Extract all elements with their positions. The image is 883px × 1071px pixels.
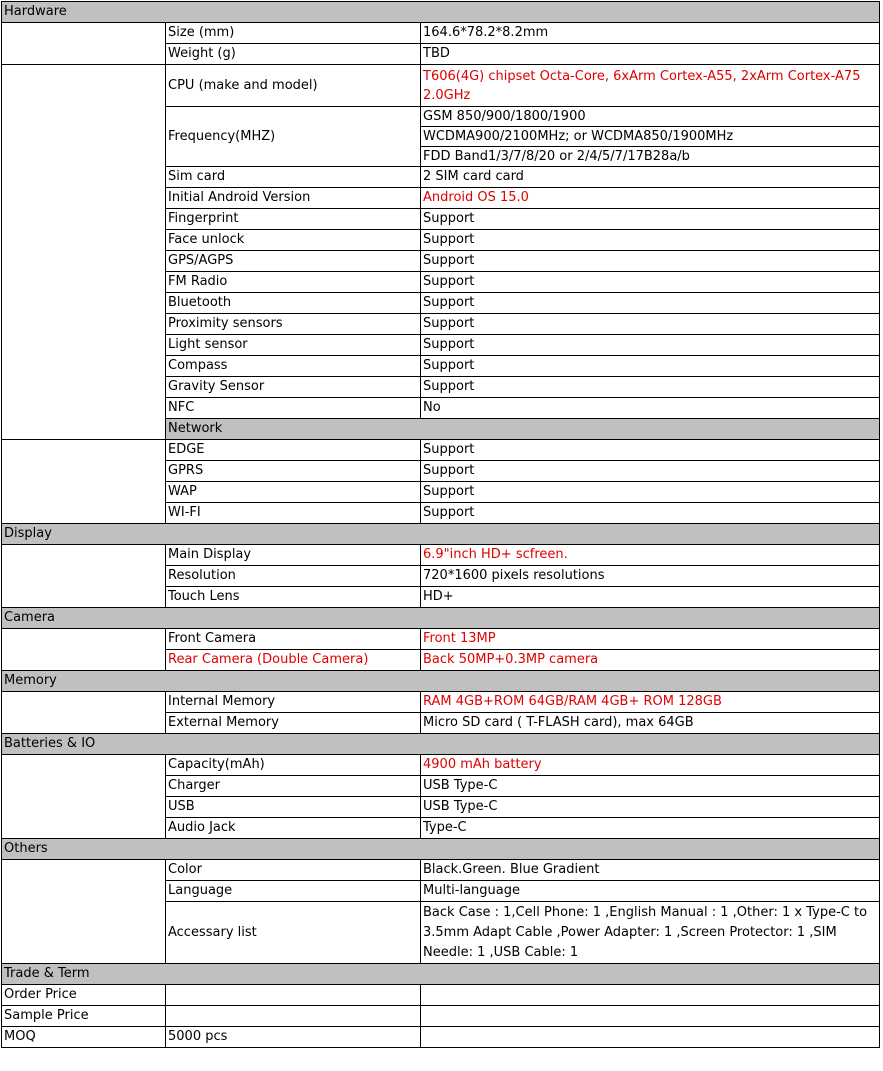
trade-row-sample-price bbox=[2, 1006, 880, 1027]
spec-value: T606(4G) chipset Octa-Core, 6xArm Cortex-A55, 2xArm Cortex-A75 2.0GHz bbox=[421, 65, 880, 107]
section-title: Trade & Term bbox=[2, 964, 880, 985]
section-title: Display bbox=[2, 524, 880, 545]
category-cell bbox=[2, 440, 166, 524]
spec-label: Fingerprint bbox=[166, 209, 421, 230]
trade-label: Sample Price bbox=[2, 1006, 166, 1027]
spec-value: Support bbox=[421, 356, 880, 377]
category-cell bbox=[2, 545, 166, 608]
trade-extra bbox=[421, 1027, 880, 1048]
spec-row-size bbox=[2, 23, 880, 44]
trade-row-order-price bbox=[2, 985, 880, 1006]
spec-row-edge bbox=[2, 440, 880, 461]
spec-label: Charger bbox=[166, 776, 421, 797]
spec-value: HD+ bbox=[421, 587, 880, 608]
spec-value: Multi-language bbox=[421, 881, 880, 902]
spec-label: Touch Lens bbox=[166, 587, 421, 608]
spec-value: Support bbox=[421, 461, 880, 482]
spec-sheet-table bbox=[1, 1, 880, 1048]
spec-value: 720*1600 pixels resolutions bbox=[421, 566, 880, 587]
spec-label: Resolution bbox=[166, 566, 421, 587]
section-title: Others bbox=[2, 839, 880, 860]
spec-value: 2 SIM card card bbox=[421, 167, 880, 188]
trade-extra bbox=[421, 1006, 880, 1027]
spec-value: Back Case : 1,Cell Phone: 1 ,English Manual : 1 ,Other: 1 x Type-C to 3.5mm Adapt Cable ,Power Adapter: 1 ,Screen Protector: 1 ,SIM Needle: 1 ,USB Cable: 1 bbox=[421, 902, 880, 964]
category-cell bbox=[2, 65, 166, 440]
category-cell bbox=[2, 629, 166, 671]
spec-value: GSM 850/900/1800/1900 bbox=[421, 107, 880, 127]
spec-label: Compass bbox=[166, 356, 421, 377]
spec-value: TBD bbox=[421, 44, 880, 65]
spec-value: Back 50MP+0.3MP camera bbox=[421, 650, 880, 671]
spec-value: Support bbox=[421, 335, 880, 356]
spec-value: Front 13MP bbox=[421, 629, 880, 650]
trade-value bbox=[166, 1006, 421, 1027]
spec-label: Face unlock bbox=[166, 230, 421, 251]
spec-label: FM Radio bbox=[166, 272, 421, 293]
spec-label: Front Camera bbox=[166, 629, 421, 650]
spec-label: Audio Jack bbox=[166, 818, 421, 839]
spec-value: Support bbox=[421, 251, 880, 272]
spec-label: Internal Memory bbox=[166, 692, 421, 713]
spec-value: Support bbox=[421, 503, 880, 524]
spec-value: RAM 4GB+ROM 64GB/RAM 4GB+ ROM 128GB bbox=[421, 692, 880, 713]
spec-row-front-camera bbox=[2, 629, 880, 650]
spec-value: Type-C bbox=[421, 818, 880, 839]
spec-label: Language bbox=[166, 881, 421, 902]
spec-label: GPRS bbox=[166, 461, 421, 482]
spec-label: Capacity(mAh) bbox=[166, 755, 421, 776]
spec-label: WI-FI bbox=[166, 503, 421, 524]
trade-label: Order Price bbox=[2, 985, 166, 1006]
spec-row-color bbox=[2, 860, 880, 881]
spec-label: USB bbox=[166, 797, 421, 818]
spec-value: No bbox=[421, 398, 880, 419]
spec-value: WCDMA900/2100MHz; or WCDMA850/1900MHz bbox=[421, 127, 880, 147]
spec-value: Android OS 15.0 bbox=[421, 188, 880, 209]
spec-value: Micro SD card ( T-FLASH card), max 64GB bbox=[421, 713, 880, 734]
spec-label: Accessary list bbox=[166, 902, 421, 964]
spec-value: USB Type-C bbox=[421, 797, 880, 818]
spec-value: Support bbox=[421, 272, 880, 293]
section-others bbox=[2, 839, 880, 860]
trade-extra bbox=[421, 985, 880, 1006]
spec-label: Light sensor bbox=[166, 335, 421, 356]
section-title: Network bbox=[166, 419, 880, 440]
spec-value: Support bbox=[421, 377, 880, 398]
category-cell bbox=[2, 692, 166, 734]
spec-label: Main Display bbox=[166, 545, 421, 566]
spec-label: EDGE bbox=[166, 440, 421, 461]
section-camera bbox=[2, 608, 880, 629]
spec-label: Weight (g) bbox=[166, 44, 421, 65]
section-hardware bbox=[2, 2, 880, 23]
section-display bbox=[2, 524, 880, 545]
spec-label: Gravity Sensor bbox=[166, 377, 421, 398]
spec-value: Support bbox=[421, 230, 880, 251]
trade-label: MOQ bbox=[2, 1027, 166, 1048]
spec-label: Bluetooth bbox=[166, 293, 421, 314]
spec-label: Color bbox=[166, 860, 421, 881]
spec-label: Proximity sensors bbox=[166, 314, 421, 335]
spec-value: 4900 mAh battery bbox=[421, 755, 880, 776]
spec-value: Support bbox=[421, 440, 880, 461]
section-trade bbox=[2, 964, 880, 985]
spec-row-main-display bbox=[2, 545, 880, 566]
spec-value: 164.6*78.2*8.2mm bbox=[421, 23, 880, 44]
trade-value: 5000 pcs bbox=[166, 1027, 421, 1048]
trade-row-moq bbox=[2, 1027, 880, 1048]
category-cell bbox=[2, 23, 166, 65]
spec-label: WAP bbox=[166, 482, 421, 503]
spec-label: Initial Android Version bbox=[166, 188, 421, 209]
spec-label: CPU (make and model) bbox=[166, 65, 421, 107]
spec-label: Frequency(MHZ) bbox=[166, 107, 421, 167]
spec-value: Support bbox=[421, 209, 880, 230]
spec-value: FDD Band1/3/7/8/20 or 2/4/5/7/17B28a/b bbox=[421, 147, 880, 167]
section-title: Memory bbox=[2, 671, 880, 692]
section-title: Camera bbox=[2, 608, 880, 629]
spec-row-cpu bbox=[2, 65, 880, 107]
spec-label: GPS/AGPS bbox=[166, 251, 421, 272]
spec-value: Support bbox=[421, 314, 880, 335]
spec-row-capacity bbox=[2, 755, 880, 776]
section-batteries bbox=[2, 734, 880, 755]
category-cell bbox=[2, 860, 166, 964]
spec-value: Support bbox=[421, 482, 880, 503]
spec-label: Size (mm) bbox=[166, 23, 421, 44]
spec-value: USB Type-C bbox=[421, 776, 880, 797]
section-title: Batteries & IO bbox=[2, 734, 880, 755]
spec-label: External Memory bbox=[166, 713, 421, 734]
section-title: Hardware bbox=[2, 2, 880, 23]
category-cell bbox=[2, 755, 166, 839]
spec-row-internal-memory bbox=[2, 692, 880, 713]
spec-label: Rear Camera (Double Camera) bbox=[166, 650, 421, 671]
spec-value: Black.Green. Blue Gradient bbox=[421, 860, 880, 881]
spec-label: Sim card bbox=[166, 167, 421, 188]
trade-value bbox=[166, 985, 421, 1006]
spec-value: Support bbox=[421, 293, 880, 314]
spec-label: NFC bbox=[166, 398, 421, 419]
spec-value: 6.9"inch HD+ scfreen. bbox=[421, 545, 880, 566]
section-memory bbox=[2, 671, 880, 692]
